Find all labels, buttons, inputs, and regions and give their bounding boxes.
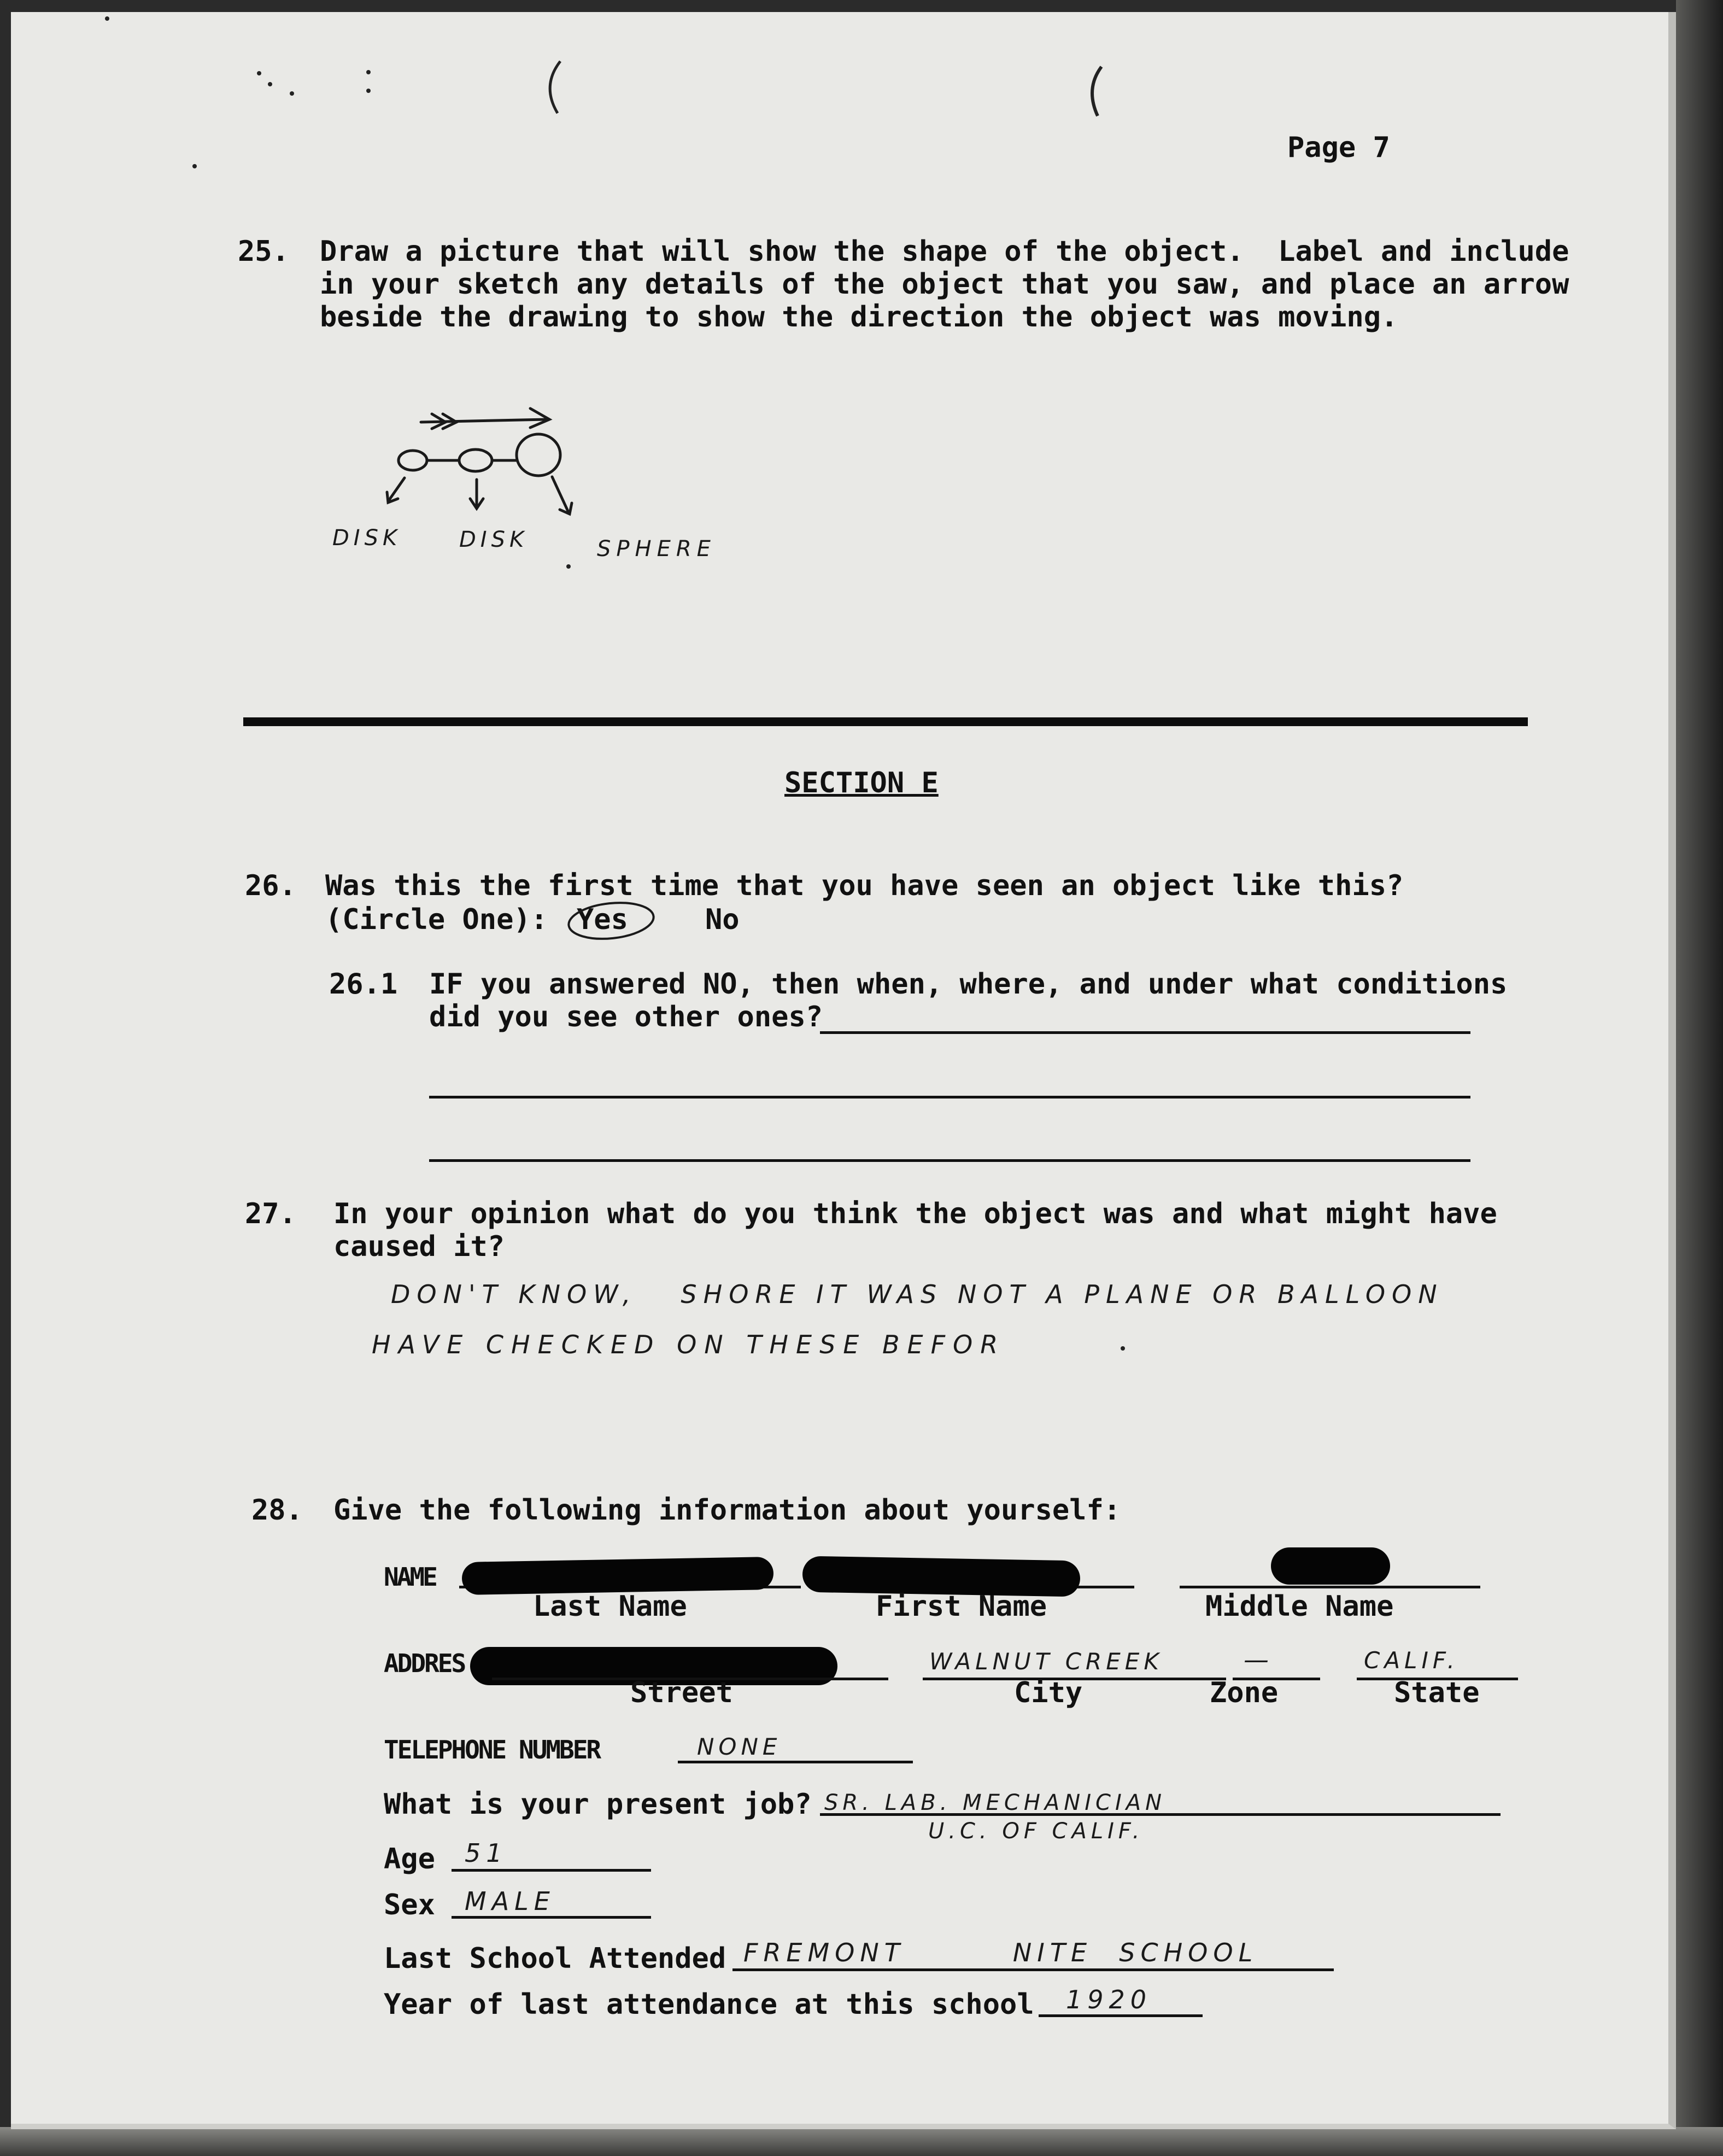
q28-prompt: Give the following information about yourself:: [333, 1494, 1121, 1527]
year-value: 1920: [1066, 1985, 1152, 2014]
disk-icon: [459, 449, 492, 471]
q27-text-line: caused it?: [333, 1230, 505, 1263]
first-name-caption: First Name: [876, 1590, 1047, 1623]
age-value: 51: [465, 1838, 508, 1868]
form-page: [11, 12, 1676, 2129]
middle-name-line: [1180, 1586, 1480, 1588]
q26-1-text-line: IF you answered NO, then when, where, and under what conditions: [429, 968, 1508, 1001]
scan-speck: [1121, 1346, 1125, 1351]
q27-answer-line: HAVE CHECKED ON THESE BEFOR: [372, 1330, 1006, 1359]
telephone-line: [678, 1761, 913, 1763]
sketch-label-sphere: SPHERE: [597, 536, 716, 562]
q27-number: 27.: [245, 1197, 296, 1230]
job-line: [820, 1813, 1501, 1816]
scan-edge-bottom: [0, 2127, 1723, 2156]
scan-speck: [257, 71, 261, 75]
name-label: NAME: [384, 1562, 436, 1592]
scan-speck: [366, 89, 371, 93]
school-line: [732, 1968, 1334, 1971]
paren-mark-icon: [536, 56, 569, 121]
city-caption: City: [1014, 1676, 1083, 1709]
year-line: [1039, 2014, 1203, 2017]
year-label: Year of last attendance at this school: [384, 1988, 1034, 2021]
page-number: Page 7: [1287, 131, 1390, 164]
zone-caption: Zone: [1210, 1676, 1279, 1709]
age-line: [452, 1869, 651, 1872]
redaction-bar: [1271, 1547, 1390, 1585]
telephone-label: TELEPHONE NUMBER: [384, 1735, 600, 1764]
street-caption: Street: [630, 1676, 733, 1709]
address-label: ADDRES: [384, 1649, 465, 1678]
sphere-icon: [517, 434, 560, 476]
q26-text-line: Was this the first time that you have seen an object like this?: [325, 869, 1404, 902]
q27-answer-line: DON'T KNOW, SHORE IT WAS NOT A PLANE OR BALLOON: [391, 1279, 1444, 1309]
q27-text-line: In your opinion what do you think the object was and what might have: [333, 1197, 1497, 1230]
section-divider: [243, 717, 1528, 726]
telephone-value: NONE: [697, 1733, 782, 1760]
q25-text-line: in your sketch any details of the object that you saw, and place an arrow: [320, 268, 1569, 301]
answer-line: [820, 1031, 1470, 1034]
state-caption: State: [1394, 1676, 1480, 1709]
q25-text-line: Draw a picture that will show the shape of the object. Label and include: [320, 235, 1569, 268]
answer-circle-icon: [563, 892, 661, 947]
scan-edge-right: [1676, 0, 1723, 2156]
city-value: WALNUT CREEK: [929, 1648, 1163, 1675]
q25-text-line: beside the drawing to show the direction the object was moving.: [320, 301, 1398, 334]
sketch-label-disk: DISK: [332, 525, 402, 551]
last-name-caption: Last Name: [533, 1590, 687, 1623]
q26-number: 26.: [245, 869, 296, 902]
q26-1-number: 26.1: [329, 968, 398, 1001]
zone-value: —: [1244, 1645, 1274, 1674]
redaction-bar: [462, 1557, 774, 1595]
sex-label: Sex: [384, 1889, 435, 1921]
q26-circle-prompt: (Circle One):: [325, 903, 548, 936]
sex-line: [452, 1916, 651, 1919]
answer-line: [429, 1096, 1470, 1099]
school-label: Last School Attended: [384, 1942, 726, 1975]
q26-option-yes: Yes: [577, 903, 628, 936]
paren-mark-icon: [1077, 61, 1110, 127]
disk-icon: [398, 451, 427, 470]
section-title: SECTION E: [784, 767, 939, 799]
q25-number: 25.: [238, 235, 289, 268]
q26-option-no: No: [705, 903, 740, 936]
job-value: SR. LAB. MECHANICIAN: [824, 1790, 1167, 1815]
age-label: Age: [384, 1843, 435, 1875]
sex-value: MALE: [465, 1886, 555, 1916]
school-value: FREMONT NITE SCHOOL: [743, 1938, 1258, 1967]
job-value-line-2: U.C. OF CALIF.: [928, 1819, 1144, 1844]
job-label: What is your present job?: [384, 1788, 812, 1821]
scan-speck: [268, 82, 272, 86]
middle-name-caption: Middle Name: [1205, 1590, 1394, 1623]
scan-speck: [105, 16, 109, 21]
q26-1-text-line: did you see other ones?: [429, 1001, 823, 1033]
sketch-label-disk: DISK: [459, 527, 529, 552]
answer-line: [429, 1159, 1470, 1162]
state-value: CALIF.: [1364, 1647, 1459, 1674]
scan-speck: [192, 164, 197, 168]
q28-number: 28.: [251, 1494, 303, 1527]
scan-speck: [290, 91, 294, 96]
scan-speck: [366, 70, 371, 74]
